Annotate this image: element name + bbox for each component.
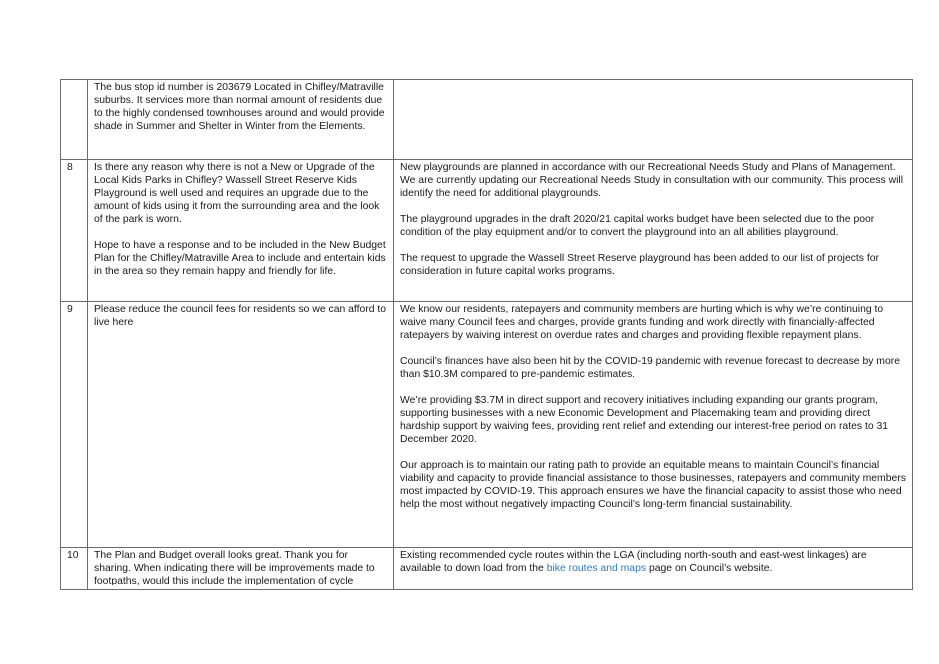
answer-cell	[394, 160, 913, 302]
question-cell	[88, 80, 394, 160]
question-cell	[88, 548, 394, 590]
answer-cell	[394, 548, 913, 590]
row-number-cell: 8	[61, 160, 88, 302]
table-row	[61, 80, 913, 160]
table-row	[61, 160, 913, 302]
answer-text-before-link: Existing recommended cycle routes within the LGA (including north-south and east-west linkages) are available to down load from the	[400, 550, 867, 574]
question-clip	[94, 549, 387, 585]
feedback-response-table	[60, 79, 913, 590]
table-row	[61, 548, 913, 590]
answer-paragraph: The request to upgrade the Wassell Street Reserve playground has been added to our list of projects for consideration in future capital works programs.	[400, 253, 880, 277]
question-cell	[88, 160, 394, 302]
row-number-cell: 10	[61, 548, 88, 590]
answer-cell	[394, 80, 913, 160]
answer-paragraph: New playgrounds are planned in accordance with our Recreational Needs Study and Plans of Management. We are currently updating our Recreational Needs Study in consultation with our community. This process will identify the need for additional playgrounds.	[400, 162, 904, 199]
answer-paragraph: Our approach is to maintain our rating path to provide an equitable means to maintain Council’s financial viability and capacity to provide financial assistance to those businesses, ratepayers and community members most impacted by COVID-19. This approach ensures we have the financial capacity to assist those who need help the most without negatively impacting Council’s long-term financial sustainability.	[400, 460, 906, 510]
answer-paragraph: We know our residents, ratepayers and community members are hurting which is why we’re continuing to waive many Council fees and charges, provide grants funding and work directly with financially-affected ratepayers by waiving interest on overdue rates and charges and providing flexible repayment plans.	[400, 304, 884, 341]
answer-cell	[394, 302, 913, 548]
question-paragraph: The bus stop id number is 203679 Located in Chifley/Matraville suburbs. It services more than normal amount of residents due to the highly condensed townhouses around and would provide shade in Summer and Shelter in Winter from the Elements.	[94, 82, 385, 132]
question-paragraph: The Plan and Budget overall looks great. Thank you for sharing. When indicating there will be improvements made to footpaths, would this include the implementation of cycle	[94, 550, 375, 585]
answer-paragraph: The playground upgrades in the draft 2020/21 capital works budget have been selected due to the poor condition of the play equipment and/or to convert the playground into an all abilities playground.	[400, 214, 875, 238]
question-paragraph: Hope to have a response and to be included in the New Budget Plan for the Chifley/Matraville Area to include and entertain kids in the area so they remain happy and friendly for life.	[94, 240, 386, 277]
question-paragraph: Is there any reason why there is not a New or Upgrade of the Local Kids Parks in Chifley? Wassell Street Reserve Kids Playground is well used and requires an upgrade due to the amount of kids using it from the surrounding area and the look of the park is worn.	[94, 162, 380, 225]
answer-paragraph: We’re providing $3.7M in direct support and recovery initiatives including expanding our grants program, supporting businesses with a new Economic Development and Placemaking team and providing direct hardship support by waiving fees, providing rent relief and extending our interest-free period on rates to 31 December 2020.	[400, 395, 889, 445]
answer-text-after-link: page on Council’s website.	[646, 563, 773, 574]
row-number-cell	[61, 80, 88, 160]
question-cell	[88, 302, 394, 548]
row-number-cell: 9	[61, 302, 88, 548]
answer-paragraph: Council’s finances have also been hit by the COVID-19 pandemic with revenue forecast to decrease by more than $10.3M compared to pre-pandemic estimates.	[400, 356, 900, 380]
answer-paragraph	[400, 549, 906, 575]
table-row	[61, 302, 913, 548]
bike-routes-and-maps-link[interactable]: bike routes and maps	[546, 563, 647, 574]
question-paragraph: Please reduce the council fees for residents so we can afford to live here	[94, 304, 387, 328]
